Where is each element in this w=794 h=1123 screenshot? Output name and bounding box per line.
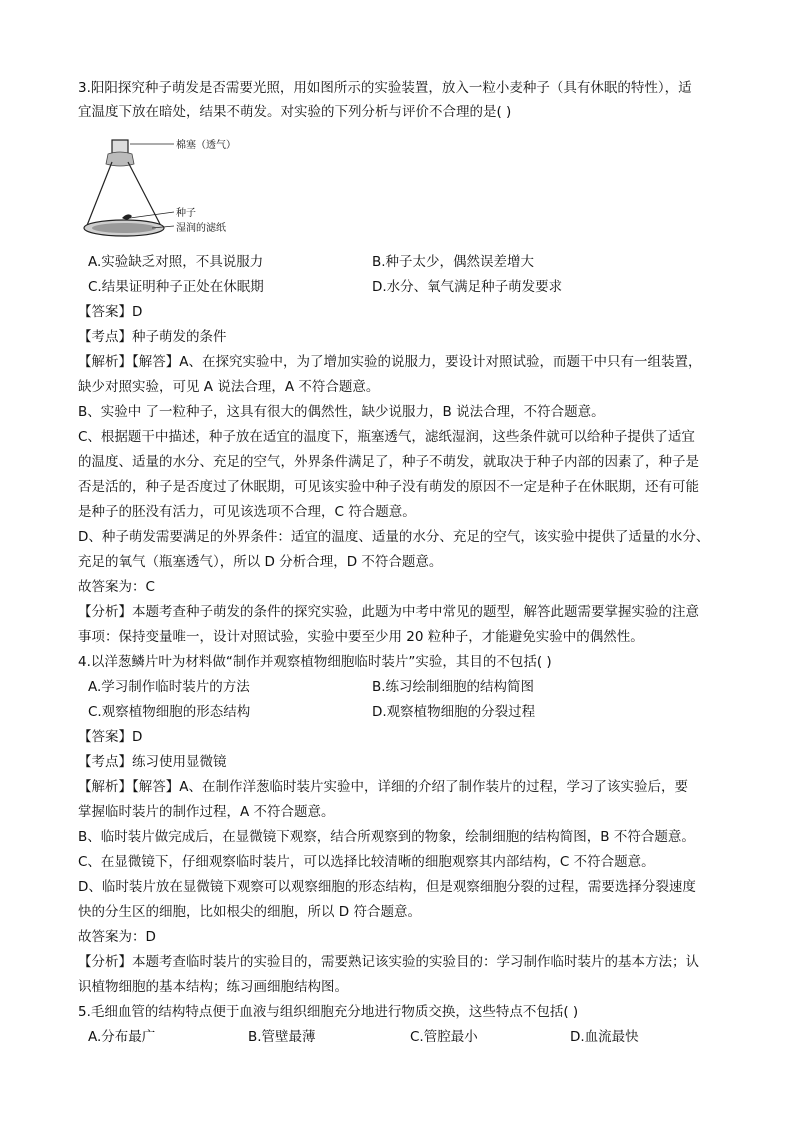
q3-analysis-line: 缺少对照实验，可见 A 说法合理，A 不符合题意。	[78, 379, 380, 395]
q4-analysis-line: 【解析】【解答】A、在制作洋葱临时装片实验中，详细的介绍了制作装片的过程，学习了该实验后，要	[78, 779, 688, 795]
q3-analysis-line: D、种子萌发需要满足的外界条件：适宜的温度、适量的水分、充足的空气，该实验中提供了适量的水分、	[78, 529, 710, 545]
q4-answer: 【答案】D	[78, 729, 143, 745]
seed-label: 种子	[176, 208, 196, 219]
q4-topic: 【考点】练习使用显微镜	[78, 754, 227, 770]
filter-paper-label: 湿润的滤纸	[176, 223, 226, 234]
q3-summary-line: 【分析】本题考查种子萌发的条件的探究实验，此题为中考中常见的题型，解答此题需要掌握实验的注意	[78, 604, 699, 620]
q4-final-answer: 故答案为：D	[78, 929, 156, 945]
q3-experiment-figure	[82, 132, 272, 242]
q3-option-d: D.水分、氧气满足种子萌发要求	[372, 279, 563, 295]
q4-analysis-line: 掌握临时装片的制作过程，A 不符合题意。	[78, 804, 335, 820]
q4-option-a: A.学习制作临时装片的方法	[88, 679, 250, 695]
q4-option-c: C.观察植物细胞的形态结构	[88, 704, 251, 720]
flask-right-wall	[128, 162, 162, 228]
q3-stem-line2: 宜温度下放在暗处，结果不萌发。对实验的下列分析与评价不合理的是( )	[78, 104, 512, 120]
q3-option-a: A.实验缺乏对照，不具说服力	[88, 254, 264, 270]
q3-summary-line: 事项：保持变量唯一，设计对照试验，实验中要至少用 20 粒种子，才能避免实验中的偶然性。	[78, 629, 644, 645]
q4-analysis-line: B、临时装片做完成后，在显微镜下观察，结合所观察到的物象，绘制细胞的结构简图，B 不符合题意。	[78, 829, 695, 845]
q3-analysis-line: 是种子的胚没有活力，可见该选项不合理，C 符合题意。	[78, 504, 416, 520]
q3-analysis-line: 否是活的，种子是否度过了休眠期，可见该实验中种子没有萌发的原因不一定是种子在休眠期，还有可能	[78, 479, 699, 495]
q3-final-answer: 故答案为：C	[78, 579, 155, 595]
seed	[122, 214, 132, 219]
q5-option-a: A.分布最广	[88, 1029, 156, 1045]
q3-option-c: C.结果证明种子正处在休眠期	[88, 279, 264, 295]
q5-option-d: D.血流最快	[570, 1029, 639, 1045]
q3-analysis-line: 充足的氧气（瓶塞透气），所以 D 分析合理，D 不符合题意。	[78, 554, 443, 570]
q4-summary-line: 【分析】本题考查临时装片的实验目的，需要熟记该实验的实验目的：学习制作临时装片的基本方法；认	[78, 954, 699, 970]
q3-option-b: B.种子太少，偶然误差增大	[372, 254, 535, 270]
q4-analysis-line: D、临时装片放在显微镜下观察可以观察细胞的形态结构，但是观察细胞分裂的过程，需要选择分裂速度	[78, 879, 696, 895]
q5-stem: 5.毛细血管的结构特点便于血液与组织细胞充分地进行物质交换，这些特点不包括( )	[78, 1004, 579, 1020]
q4-summary-line: 识植物细胞的基本结构；练习画细胞结构图。	[78, 979, 348, 995]
q3-topic: 【考点】种子萌发的条件	[78, 329, 227, 345]
q5-option-c: C.管腔最小	[410, 1029, 478, 1045]
cotton-label: 棉塞（透气）	[176, 140, 236, 151]
flask-left-wall	[86, 162, 112, 228]
q3-analysis-line: C、根据题干中描述，种子放在适宜的温度下，瓶塞透气，滤纸湿润，这些条件就可以给种子提供了适宜	[78, 429, 695, 445]
q4-analysis-line: 快的分生区的细胞，比如根尖的细胞，所以 D 符合题意。	[78, 904, 421, 920]
q4-option-d: D.观察植物细胞的分裂过程	[372, 704, 536, 720]
q5-option-b: B.管壁最薄	[248, 1029, 316, 1045]
q3-analysis-line: 【解析】【解答】A、在探究实验中，为了增加实验的说服力，要设计对照试验，而题干中只有一组装置，	[78, 354, 702, 370]
q3-answer: 【答案】D	[78, 304, 143, 320]
q4-analysis-line: C、在显微镜下，仔细观察临时装片，可以选择比较清晰的细胞观察其内部结构，C 不符合题意。	[78, 854, 655, 870]
q3-analysis-line: B、实验中 了一粒种子，这具有很大的偶然性，缺少说服力，B 说法合理，不符合题意。	[78, 404, 605, 420]
q3-analysis-line: 的温度、适量的水分、充足的空气，外界条件满足了，种子不萌发，就取决于种子内部的因素了，种子是	[78, 454, 699, 470]
q3-stem-line1: 3.阳阳探究种子萌发是否需要光照，用如图所示的实验装置，放入一粒小麦种子（具有休眠的特性），适	[78, 80, 692, 96]
q4-stem: 4.以洋葱鳞片叶为材料做“制作并观察植物细胞临时装片”实验，其目的不包括( )	[78, 654, 552, 670]
cotton-plug-bulge	[106, 152, 134, 166]
q4-option-b: B.练习绘制细胞的结构简图	[372, 679, 535, 695]
